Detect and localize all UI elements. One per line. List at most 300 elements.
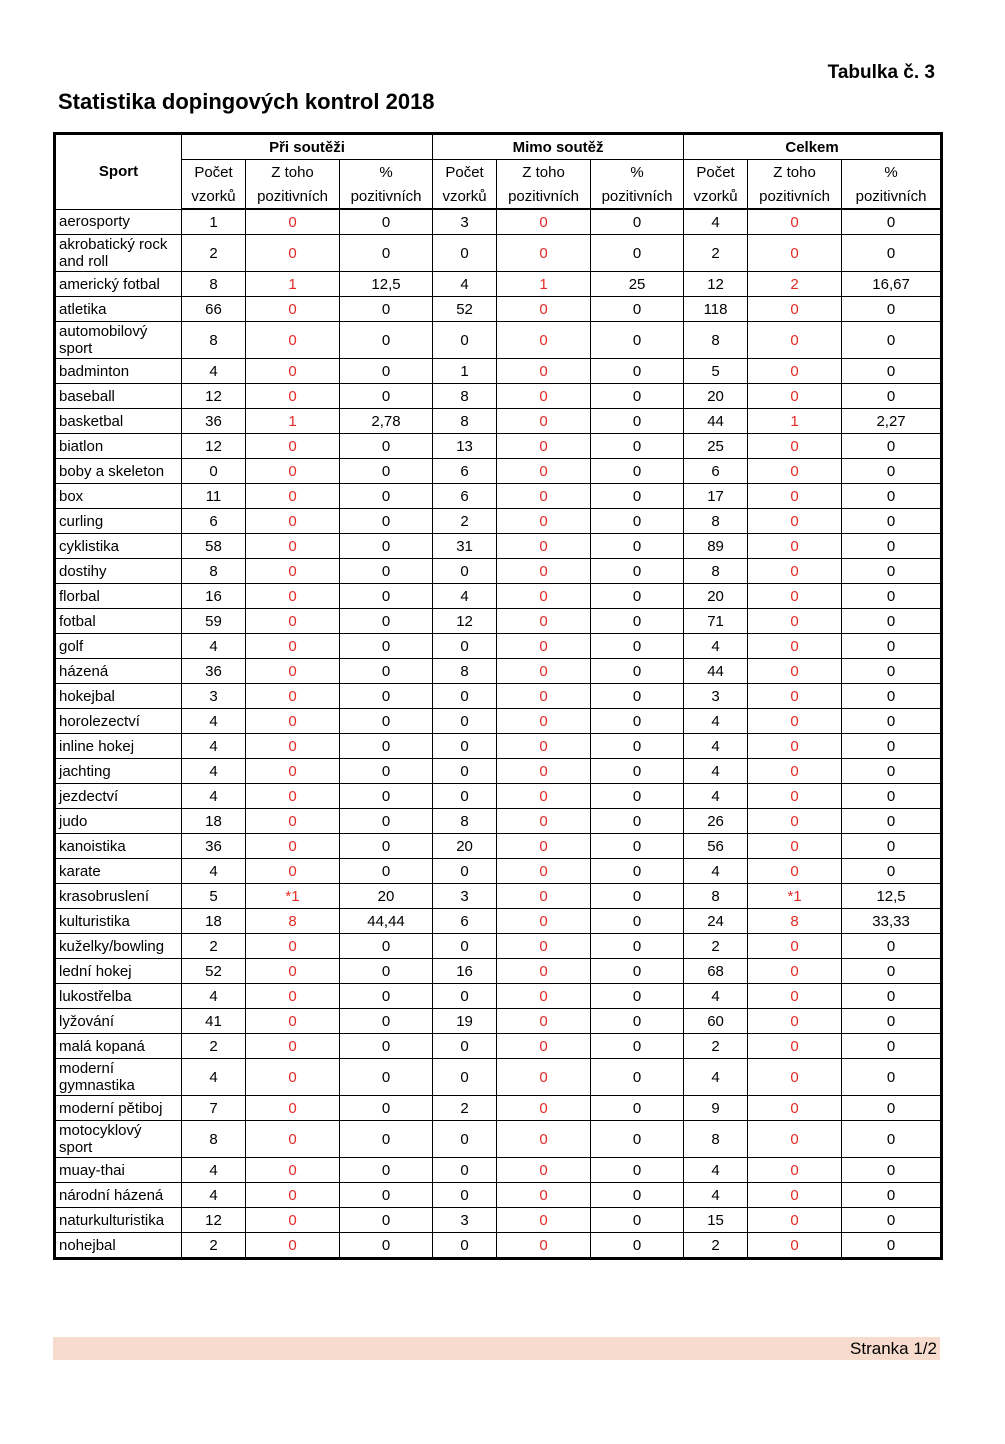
positive-count-cell: 0 bbox=[748, 384, 842, 409]
positive-percent-cell: 0 bbox=[842, 434, 942, 459]
subheader-total-sample-count-bottom: vzorků bbox=[684, 184, 748, 209]
table-row bbox=[55, 684, 942, 709]
positive-percent-cell: 0 bbox=[591, 934, 684, 959]
table-row bbox=[55, 659, 942, 684]
sample-count-cell: 4 bbox=[182, 784, 246, 809]
positive-percent-cell: 0 bbox=[591, 459, 684, 484]
positive-percent-cell: 0 bbox=[591, 434, 684, 459]
positive-percent-cell: 0 bbox=[842, 1096, 942, 1121]
positive-percent-cell: 0 bbox=[842, 809, 942, 834]
positive-count-cell: 0 bbox=[748, 1208, 842, 1233]
positive-percent-cell: 0 bbox=[340, 1121, 433, 1158]
sample-count-cell: 5 bbox=[684, 359, 748, 384]
positive-count-cell: 0 bbox=[497, 584, 591, 609]
sample-count-cell: 25 bbox=[684, 434, 748, 459]
page-number: Stranka 1/2 bbox=[850, 1339, 937, 1358]
positive-percent-cell: 0 bbox=[591, 584, 684, 609]
positive-count-cell: 0 bbox=[748, 1096, 842, 1121]
positive-count-cell: 0 bbox=[497, 684, 591, 709]
sport-name-cell: krasobruslení bbox=[55, 884, 182, 909]
sample-count-cell: 2 bbox=[433, 1096, 497, 1121]
positive-percent-cell: 0 bbox=[340, 1096, 433, 1121]
positive-percent-cell: 0 bbox=[591, 1233, 684, 1259]
sample-count-cell: 4 bbox=[684, 759, 748, 784]
doping-statistics-table bbox=[53, 132, 943, 1260]
table-row bbox=[55, 297, 942, 322]
positive-percent-cell: 0 bbox=[591, 684, 684, 709]
table-row bbox=[55, 1096, 942, 1121]
sport-name-cell: dostihy bbox=[55, 559, 182, 584]
positive-count-cell: 0 bbox=[497, 322, 591, 359]
sport-name-cell: atletika bbox=[55, 297, 182, 322]
positive-count-cell: 0 bbox=[246, 959, 340, 984]
positive-percent-cell: 0 bbox=[842, 984, 942, 1009]
positive-count-cell: 0 bbox=[748, 584, 842, 609]
positive-count-cell: 0 bbox=[246, 1009, 340, 1034]
positive-percent-cell: 0 bbox=[340, 609, 433, 634]
positive-count-cell: 0 bbox=[246, 759, 340, 784]
positive-percent-cell: 0 bbox=[591, 634, 684, 659]
table-row bbox=[55, 272, 942, 297]
table-row bbox=[55, 584, 942, 609]
positive-count-cell: 0 bbox=[246, 709, 340, 734]
sample-count-cell: 58 bbox=[182, 534, 246, 559]
table-row bbox=[55, 1208, 942, 1233]
sample-count-cell: 6 bbox=[433, 459, 497, 484]
positive-percent-cell: 0 bbox=[591, 1121, 684, 1158]
table-row bbox=[55, 534, 942, 559]
sample-count-cell: 36 bbox=[182, 659, 246, 684]
table-row bbox=[55, 1059, 942, 1096]
sample-count-cell: 4 bbox=[182, 709, 246, 734]
sample-count-cell: 2 bbox=[684, 235, 748, 272]
positive-count-cell: 0 bbox=[246, 809, 340, 834]
positive-count-cell: 0 bbox=[748, 297, 842, 322]
positive-percent-cell: 0 bbox=[842, 1233, 942, 1259]
positive-percent-cell: 0 bbox=[340, 1233, 433, 1259]
positive-percent-cell: 0 bbox=[591, 1059, 684, 1096]
positive-count-cell: 0 bbox=[246, 684, 340, 709]
table-row bbox=[55, 1034, 942, 1059]
positive-percent-cell: 0 bbox=[340, 659, 433, 684]
sample-count-cell: 71 bbox=[684, 609, 748, 634]
positive-count-cell: 0 bbox=[748, 834, 842, 859]
sample-count-cell: 44 bbox=[684, 409, 748, 434]
sport-name-cell: inline hokej bbox=[55, 734, 182, 759]
positive-count-cell: 0 bbox=[497, 934, 591, 959]
sample-count-cell: 13 bbox=[433, 434, 497, 459]
table-row bbox=[55, 1158, 942, 1183]
sample-count-cell: 4 bbox=[684, 1183, 748, 1208]
subheader-in-competition-positive-count-top: Z toho bbox=[246, 160, 340, 185]
positive-count-cell: 0 bbox=[748, 1059, 842, 1096]
positive-percent-cell: 0 bbox=[340, 1183, 433, 1208]
group-header-total: Celkem bbox=[684, 134, 942, 160]
sample-count-cell: 4 bbox=[684, 709, 748, 734]
sample-count-cell: 2 bbox=[684, 934, 748, 959]
positive-percent-cell: 0 bbox=[591, 1158, 684, 1183]
sample-count-cell: 4 bbox=[684, 1158, 748, 1183]
sample-count-cell: 8 bbox=[182, 272, 246, 297]
positive-count-cell: 0 bbox=[748, 209, 842, 235]
sample-count-cell: 16 bbox=[433, 959, 497, 984]
positive-count-cell: 0 bbox=[246, 1158, 340, 1183]
sport-name-cell: aerosporty bbox=[55, 209, 182, 235]
positive-percent-cell: 0 bbox=[591, 509, 684, 534]
table-row bbox=[55, 1121, 942, 1158]
positive-count-cell: 0 bbox=[497, 984, 591, 1009]
table-row bbox=[55, 934, 942, 959]
table-row bbox=[55, 359, 942, 384]
positive-percent-cell: 0 bbox=[842, 934, 942, 959]
positive-count-cell: 0 bbox=[246, 1059, 340, 1096]
positive-percent-cell: 0 bbox=[842, 834, 942, 859]
sport-name-cell: box bbox=[55, 484, 182, 509]
positive-count-cell: 0 bbox=[497, 784, 591, 809]
sample-count-cell: 20 bbox=[433, 834, 497, 859]
sport-column-header: Sport bbox=[55, 134, 182, 210]
positive-percent-cell: 0 bbox=[340, 684, 433, 709]
positive-percent-cell: 0 bbox=[842, 484, 942, 509]
positive-percent-cell: 0 bbox=[591, 609, 684, 634]
positive-percent-cell: 0 bbox=[842, 459, 942, 484]
table-row bbox=[55, 634, 942, 659]
sample-count-cell: 66 bbox=[182, 297, 246, 322]
subheader-in-competition-sample-count-top: Počet bbox=[182, 160, 246, 185]
sport-name-cell: basketbal bbox=[55, 409, 182, 434]
sample-count-cell: 4 bbox=[433, 272, 497, 297]
positive-percent-cell: 0 bbox=[591, 984, 684, 1009]
sample-count-cell: 0 bbox=[433, 559, 497, 584]
table-row bbox=[55, 959, 942, 984]
positive-count-cell: 0 bbox=[246, 509, 340, 534]
positive-count-cell: 0 bbox=[497, 434, 591, 459]
positive-count-cell: 0 bbox=[497, 709, 591, 734]
positive-count-cell: 0 bbox=[497, 959, 591, 984]
positive-percent-cell: 0 bbox=[842, 784, 942, 809]
sample-count-cell: 52 bbox=[433, 297, 497, 322]
positive-count-cell: 0 bbox=[497, 1233, 591, 1259]
subheader-out-of-competition-positive-percent-top: % bbox=[591, 160, 684, 185]
positive-count-cell: 0 bbox=[246, 235, 340, 272]
positive-percent-cell: 0 bbox=[842, 509, 942, 534]
sample-count-cell: 6 bbox=[182, 509, 246, 534]
positive-count-cell: 0 bbox=[497, 634, 591, 659]
sample-count-cell: 4 bbox=[684, 734, 748, 759]
sample-count-cell: 4 bbox=[182, 734, 246, 759]
sample-count-cell: 68 bbox=[684, 959, 748, 984]
sample-count-cell: 18 bbox=[182, 909, 246, 934]
positive-count-cell: 0 bbox=[748, 1183, 842, 1208]
sample-count-cell: 17 bbox=[684, 484, 748, 509]
positive-percent-cell: 0 bbox=[591, 784, 684, 809]
sport-name-cell: moderní gymnastika bbox=[55, 1059, 182, 1096]
sample-count-cell: 4 bbox=[684, 1059, 748, 1096]
sample-count-cell: 31 bbox=[433, 534, 497, 559]
sample-count-cell: 9 bbox=[684, 1096, 748, 1121]
sample-count-cell: 59 bbox=[182, 609, 246, 634]
table-row bbox=[55, 1009, 942, 1034]
sample-count-cell: 8 bbox=[433, 659, 497, 684]
table-row bbox=[55, 1233, 942, 1259]
group-header-out-of-competition: Mimo soutěž bbox=[433, 134, 684, 160]
positive-percent-cell: 0 bbox=[340, 297, 433, 322]
sample-count-cell: 12 bbox=[433, 609, 497, 634]
subheader-total-sample-count-top: Počet bbox=[684, 160, 748, 185]
sport-name-cell: fotbal bbox=[55, 609, 182, 634]
positive-count-cell: 0 bbox=[246, 634, 340, 659]
sample-count-cell: 26 bbox=[684, 809, 748, 834]
positive-count-cell: 0 bbox=[748, 684, 842, 709]
positive-percent-cell: 0 bbox=[842, 734, 942, 759]
positive-percent-cell: 0 bbox=[842, 709, 942, 734]
sample-count-cell: 12 bbox=[182, 384, 246, 409]
positive-percent-cell: 0 bbox=[591, 759, 684, 784]
positive-count-cell: *1 bbox=[246, 884, 340, 909]
positive-count-cell: 0 bbox=[748, 959, 842, 984]
positive-count-cell: 0 bbox=[748, 1233, 842, 1259]
subheader-in-competition-positive-percent-bottom: pozitivních bbox=[340, 184, 433, 209]
sample-count-cell: 56 bbox=[684, 834, 748, 859]
positive-count-cell: 1 bbox=[246, 409, 340, 434]
table-row bbox=[55, 484, 942, 509]
sample-count-cell: 4 bbox=[182, 1158, 246, 1183]
sample-count-cell: 0 bbox=[433, 859, 497, 884]
sample-count-cell: 0 bbox=[433, 759, 497, 784]
positive-percent-cell: 0 bbox=[842, 359, 942, 384]
positive-count-cell: 0 bbox=[748, 634, 842, 659]
table-row bbox=[55, 909, 942, 934]
positive-count-cell: 0 bbox=[748, 509, 842, 534]
positive-count-cell: 0 bbox=[497, 834, 591, 859]
table-row bbox=[55, 984, 942, 1009]
positive-count-cell: 0 bbox=[497, 559, 591, 584]
positive-percent-cell: 0 bbox=[591, 809, 684, 834]
sport-name-cell: házená bbox=[55, 659, 182, 684]
positive-percent-cell: 0 bbox=[591, 1034, 684, 1059]
table-row bbox=[55, 609, 942, 634]
sport-name-cell: naturkulturistika bbox=[55, 1208, 182, 1233]
sport-name-cell: americký fotbal bbox=[55, 272, 182, 297]
sample-count-cell: 15 bbox=[684, 1208, 748, 1233]
positive-percent-cell: 0 bbox=[842, 1158, 942, 1183]
sample-count-cell: 36 bbox=[182, 834, 246, 859]
positive-percent-cell: 0 bbox=[842, 634, 942, 659]
positive-percent-cell: 0 bbox=[340, 834, 433, 859]
positive-count-cell: *1 bbox=[748, 884, 842, 909]
positive-percent-cell: 0 bbox=[842, 297, 942, 322]
positive-percent-cell: 0 bbox=[842, 959, 942, 984]
positive-count-cell: 8 bbox=[246, 909, 340, 934]
positive-count-cell: 0 bbox=[497, 659, 591, 684]
positive-count-cell: 0 bbox=[497, 384, 591, 409]
positive-percent-cell: 0 bbox=[340, 584, 433, 609]
sport-name-cell: nohejbal bbox=[55, 1233, 182, 1259]
positive-percent-cell: 0 bbox=[340, 734, 433, 759]
positive-percent-cell: 0 bbox=[340, 322, 433, 359]
positive-percent-cell: 0 bbox=[340, 209, 433, 235]
subheader-in-competition-sample-count-bottom: vzorků bbox=[182, 184, 246, 209]
positive-count-cell: 0 bbox=[748, 235, 842, 272]
positive-percent-cell: 0 bbox=[591, 959, 684, 984]
sample-count-cell: 19 bbox=[433, 1009, 497, 1034]
positive-percent-cell: 0 bbox=[842, 859, 942, 884]
positive-count-cell: 0 bbox=[748, 759, 842, 784]
sport-name-cell: boby a skeleton bbox=[55, 459, 182, 484]
subheader-out-of-competition-sample-count-bottom: vzorků bbox=[433, 184, 497, 209]
sample-count-cell: 4 bbox=[182, 984, 246, 1009]
sample-count-cell: 0 bbox=[433, 322, 497, 359]
positive-percent-cell: 0 bbox=[340, 1158, 433, 1183]
positive-count-cell: 0 bbox=[246, 1121, 340, 1158]
positive-count-cell: 0 bbox=[497, 409, 591, 434]
sample-count-cell: 12 bbox=[684, 272, 748, 297]
positive-count-cell: 0 bbox=[497, 859, 591, 884]
table-row bbox=[55, 834, 942, 859]
positive-count-cell: 0 bbox=[246, 984, 340, 1009]
positive-count-cell: 0 bbox=[497, 509, 591, 534]
sport-name-cell: horolezectví bbox=[55, 709, 182, 734]
sample-count-cell: 2 bbox=[433, 509, 497, 534]
sample-count-cell: 60 bbox=[684, 1009, 748, 1034]
positive-count-cell: 0 bbox=[246, 734, 340, 759]
positive-count-cell: 0 bbox=[748, 1009, 842, 1034]
table-row bbox=[55, 809, 942, 834]
subheader-total-positive-percent-bottom: pozitivních bbox=[842, 184, 942, 209]
sport-name-cell: akrobatický rock and roll bbox=[55, 235, 182, 272]
sample-count-cell: 8 bbox=[433, 409, 497, 434]
sport-name-cell: motocyklový sport bbox=[55, 1121, 182, 1158]
sport-name-cell: baseball bbox=[55, 384, 182, 409]
positive-count-cell: 0 bbox=[246, 609, 340, 634]
sample-count-cell: 3 bbox=[433, 884, 497, 909]
sample-count-cell: 41 bbox=[182, 1009, 246, 1034]
sample-count-cell: 2 bbox=[684, 1034, 748, 1059]
positive-count-cell: 0 bbox=[246, 1183, 340, 1208]
sample-count-cell: 16 bbox=[182, 584, 246, 609]
positive-percent-cell: 0 bbox=[591, 1208, 684, 1233]
sport-name-cell: kuželky/bowling bbox=[55, 934, 182, 959]
sport-name-cell: biatlon bbox=[55, 434, 182, 459]
sample-count-cell: 2 bbox=[182, 934, 246, 959]
sample-count-cell: 0 bbox=[433, 1034, 497, 1059]
sample-count-cell: 3 bbox=[684, 684, 748, 709]
sample-count-cell: 3 bbox=[433, 1208, 497, 1233]
sport-name-cell: karate bbox=[55, 859, 182, 884]
positive-count-cell: 0 bbox=[497, 884, 591, 909]
sample-count-cell: 24 bbox=[684, 909, 748, 934]
sport-name-cell: moderní pětiboj bbox=[55, 1096, 182, 1121]
positive-count-cell: 0 bbox=[246, 584, 340, 609]
positive-percent-cell: 0 bbox=[591, 322, 684, 359]
sample-count-cell: 4 bbox=[684, 984, 748, 1009]
table-row bbox=[55, 409, 942, 434]
positive-count-cell: 0 bbox=[497, 1121, 591, 1158]
positive-percent-cell: 0 bbox=[842, 322, 942, 359]
sample-count-cell: 8 bbox=[684, 322, 748, 359]
table-row bbox=[55, 509, 942, 534]
sample-count-cell: 4 bbox=[182, 1059, 246, 1096]
sample-count-cell: 0 bbox=[433, 984, 497, 1009]
positive-count-cell: 0 bbox=[497, 459, 591, 484]
positive-percent-cell: 25 bbox=[591, 272, 684, 297]
sport-name-cell: judo bbox=[55, 809, 182, 834]
sample-count-cell: 18 bbox=[182, 809, 246, 834]
positive-count-cell: 0 bbox=[748, 734, 842, 759]
sample-count-cell: 0 bbox=[433, 934, 497, 959]
sample-count-cell: 20 bbox=[684, 584, 748, 609]
positive-count-cell: 0 bbox=[748, 434, 842, 459]
positive-percent-cell: 0 bbox=[340, 759, 433, 784]
sport-name-cell: lyžování bbox=[55, 1009, 182, 1034]
positive-percent-cell: 0 bbox=[591, 534, 684, 559]
subheader-in-competition-positive-percent-top: % bbox=[340, 160, 433, 185]
sample-count-cell: 4 bbox=[684, 209, 748, 235]
positive-percent-cell: 0 bbox=[591, 235, 684, 272]
sample-count-cell: 8 bbox=[182, 559, 246, 584]
positive-percent-cell: 0 bbox=[591, 484, 684, 509]
positive-count-cell: 0 bbox=[748, 459, 842, 484]
positive-count-cell: 0 bbox=[748, 559, 842, 584]
positive-percent-cell: 0 bbox=[340, 809, 433, 834]
positive-count-cell: 0 bbox=[748, 359, 842, 384]
sample-count-cell: 0 bbox=[433, 1059, 497, 1096]
sample-count-cell: 4 bbox=[182, 859, 246, 884]
positive-percent-cell: 0 bbox=[842, 1121, 942, 1158]
table-row bbox=[55, 209, 942, 235]
positive-count-cell: 0 bbox=[497, 1208, 591, 1233]
positive-count-cell: 0 bbox=[748, 784, 842, 809]
positive-count-cell: 0 bbox=[748, 809, 842, 834]
subheader-total-positive-count-bottom: pozitivních bbox=[748, 184, 842, 209]
table-row bbox=[55, 384, 942, 409]
sample-count-cell: 4 bbox=[684, 784, 748, 809]
positive-count-cell: 1 bbox=[748, 409, 842, 434]
positive-count-cell: 0 bbox=[748, 709, 842, 734]
sample-count-cell: 20 bbox=[684, 384, 748, 409]
positive-percent-cell: 0 bbox=[591, 709, 684, 734]
sport-name-cell: badminton bbox=[55, 359, 182, 384]
positive-percent-cell: 0 bbox=[340, 1034, 433, 1059]
positive-count-cell: 0 bbox=[246, 1034, 340, 1059]
sport-name-cell: automobilový sport bbox=[55, 322, 182, 359]
positive-percent-cell: 33,33 bbox=[842, 909, 942, 934]
sample-count-cell: 4 bbox=[684, 859, 748, 884]
positive-percent-cell: 0 bbox=[340, 359, 433, 384]
sample-count-cell: 3 bbox=[182, 684, 246, 709]
positive-count-cell: 0 bbox=[246, 209, 340, 235]
positive-percent-cell: 0 bbox=[340, 559, 433, 584]
positive-percent-cell: 0 bbox=[842, 1183, 942, 1208]
positive-percent-cell: 0 bbox=[340, 959, 433, 984]
positive-count-cell: 0 bbox=[246, 934, 340, 959]
positive-count-cell: 2 bbox=[748, 272, 842, 297]
positive-percent-cell: 0 bbox=[842, 1208, 942, 1233]
positive-count-cell: 1 bbox=[246, 272, 340, 297]
sample-count-cell: 8 bbox=[433, 809, 497, 834]
positive-count-cell: 0 bbox=[497, 1034, 591, 1059]
positive-percent-cell: 0 bbox=[591, 409, 684, 434]
sport-name-cell: cyklistika bbox=[55, 534, 182, 559]
positive-percent-cell: 0 bbox=[340, 934, 433, 959]
positive-percent-cell: 0 bbox=[340, 534, 433, 559]
positive-percent-cell: 0 bbox=[842, 759, 942, 784]
positive-percent-cell: 0 bbox=[591, 734, 684, 759]
positive-percent-cell: 0 bbox=[842, 534, 942, 559]
sample-count-cell: 0 bbox=[433, 235, 497, 272]
positive-count-cell: 0 bbox=[497, 209, 591, 235]
positive-percent-cell: 0 bbox=[842, 609, 942, 634]
